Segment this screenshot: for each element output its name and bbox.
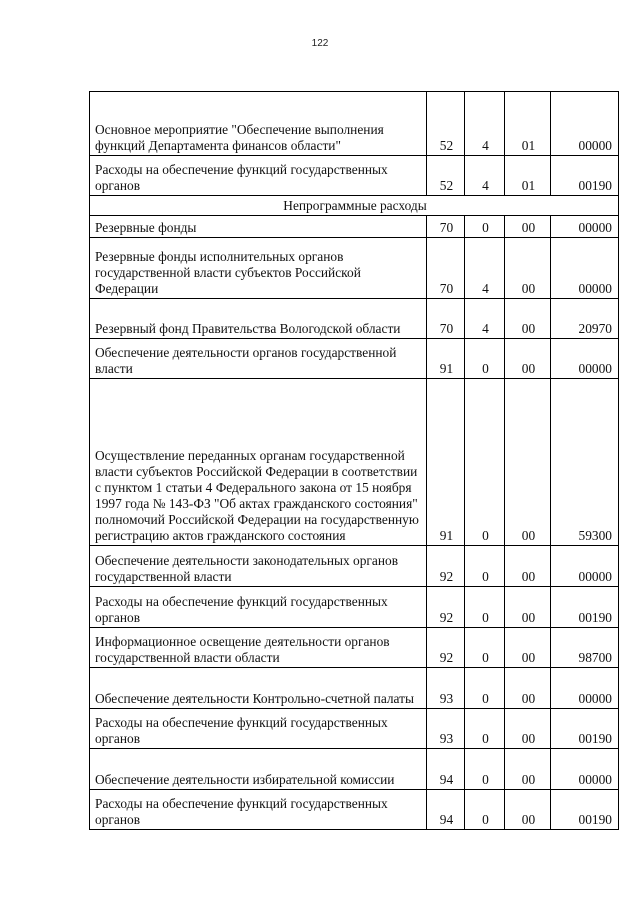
code-cell-4: 20970: [551, 299, 619, 339]
code-cell-4: 00000: [551, 668, 619, 709]
table-row: [90, 299, 619, 339]
code-cell-2: 0: [465, 790, 505, 830]
code-cell-1: 70: [427, 238, 465, 299]
code-cell-4: 00000: [551, 238, 619, 299]
code-cell-3: 00: [505, 709, 551, 749]
expense-name-cell: Осуществление переданных органам государственной власти субъектов Российской Федерации в соответствии с пунктом 1 статьи 4 Федерального закона от 15 ноября 1997 года № 143-ФЗ "Об актах гражданского состояния" полномочий Российской Федерации на государственную регистрацию актов гражданского состояния: [90, 379, 427, 546]
code-cell-2: 0: [465, 587, 505, 628]
expense-name-cell: Расходы на обеспечение функций государственных органов: [90, 587, 427, 628]
budget-classification-table: [89, 91, 619, 830]
code-cell-3: 00: [505, 587, 551, 628]
expense-name-cell: Расходы на обеспечение функций государственных органов: [90, 709, 427, 749]
code-cell-1: 70: [427, 299, 465, 339]
code-cell-4: 00000: [551, 92, 619, 156]
code-cell-1: 92: [427, 587, 465, 628]
expense-name-cell: Расходы на обеспечение функций государственных органов: [90, 790, 427, 830]
expense-name-cell: Расходы на обеспечение функций государственных органов: [90, 156, 427, 196]
code-cell-2: 4: [465, 156, 505, 196]
expense-name-cell: Резервные фонды исполнительных органов государственной власти субъектов Российской Федерации: [90, 238, 427, 299]
code-cell-3: 00: [505, 749, 551, 790]
code-cell-3: 00: [505, 790, 551, 830]
code-cell-1: 93: [427, 709, 465, 749]
code-cell-2: 4: [465, 238, 505, 299]
table-row: [90, 216, 619, 238]
code-cell-1: 52: [427, 92, 465, 156]
code-cell-2: 0: [465, 379, 505, 546]
table-row: [90, 668, 619, 709]
table-row: [90, 749, 619, 790]
code-cell-3: 00: [505, 216, 551, 238]
code-cell-2: 0: [465, 216, 505, 238]
code-cell-3: 00: [505, 238, 551, 299]
table-row: [90, 156, 619, 196]
table-row: [90, 709, 619, 749]
code-cell-4: 00190: [551, 790, 619, 830]
code-cell-4: 59300: [551, 379, 619, 546]
table-row: [90, 587, 619, 628]
code-cell-2: 0: [465, 628, 505, 668]
code-cell-2: 0: [465, 668, 505, 709]
code-cell-4: 00190: [551, 587, 619, 628]
code-cell-1: 91: [427, 339, 465, 379]
code-cell-3: 01: [505, 92, 551, 156]
code-cell-1: 94: [427, 749, 465, 790]
code-cell-1: 91: [427, 379, 465, 546]
code-cell-1: 94: [427, 790, 465, 830]
table-row: [90, 379, 619, 546]
expense-name-cell: Обеспечение деятельности Контрольно-счетной палаты: [90, 668, 427, 709]
code-cell-3: 00: [505, 546, 551, 587]
code-cell-3: 01: [505, 156, 551, 196]
code-cell-3: 00: [505, 299, 551, 339]
expense-name-cell: Информационное освещение деятельности органов государственной власти области: [90, 628, 427, 668]
code-cell-4: 00000: [551, 339, 619, 379]
code-cell-3: 00: [505, 668, 551, 709]
expense-name-cell: Основное мероприятие "Обеспечение выполнения функций Департамента финансов области": [90, 92, 427, 156]
code-cell-1: 93: [427, 668, 465, 709]
table-row: [90, 238, 619, 299]
code-cell-2: 0: [465, 709, 505, 749]
code-cell-3: 00: [505, 379, 551, 546]
table-row: [90, 546, 619, 587]
code-cell-4: 00190: [551, 156, 619, 196]
code-cell-4: 98700: [551, 628, 619, 668]
code-cell-1: 92: [427, 628, 465, 668]
code-cell-3: 00: [505, 628, 551, 668]
expense-name-cell: Обеспечение деятельности органов государственной власти: [90, 339, 427, 379]
code-cell-2: 0: [465, 749, 505, 790]
code-cell-2: 0: [465, 339, 505, 379]
section-row: [90, 196, 619, 216]
table-row: [90, 628, 619, 668]
code-cell-4: 00190: [551, 709, 619, 749]
code-cell-2: 4: [465, 92, 505, 156]
table-row: [90, 339, 619, 379]
code-cell-4: 00000: [551, 546, 619, 587]
code-cell-1: 92: [427, 546, 465, 587]
code-cell-1: 70: [427, 216, 465, 238]
expense-name-cell: Обеспечение деятельности избирательной комиссии: [90, 749, 427, 790]
code-cell-1: 52: [427, 156, 465, 196]
table-row: [90, 790, 619, 830]
code-cell-4: 00000: [551, 216, 619, 238]
table-row: [90, 92, 619, 156]
code-cell-3: 00: [505, 339, 551, 379]
page-number: 122: [311, 38, 329, 49]
expense-name-cell: Резервные фонды: [90, 216, 427, 238]
code-cell-4: 00000: [551, 749, 619, 790]
expense-name-cell: Резервный фонд Правительства Вологодской области: [90, 299, 427, 339]
section-heading: Непрограммные расходы: [90, 196, 619, 216]
code-cell-2: 0: [465, 546, 505, 587]
expense-name-cell: Обеспечение деятельности законодательных органов государственной власти: [90, 546, 427, 587]
code-cell-2: 4: [465, 299, 505, 339]
